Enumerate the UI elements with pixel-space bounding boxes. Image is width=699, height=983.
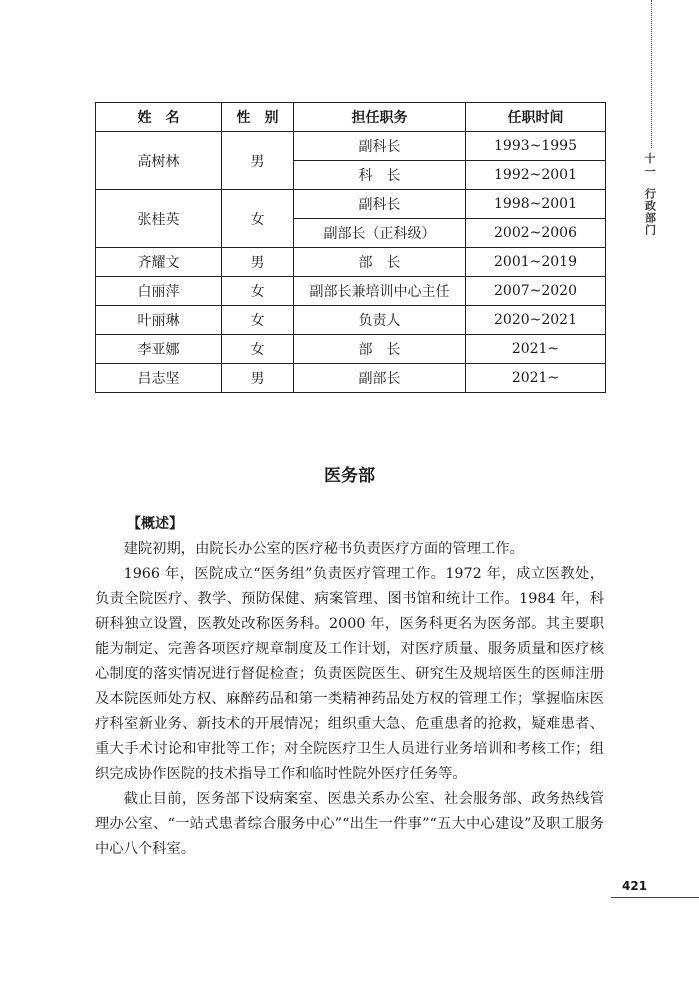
position-cell: 副科长 bbox=[294, 190, 466, 219]
table-row bbox=[96, 335, 606, 364]
name-cell: 李亚娜 bbox=[96, 335, 222, 364]
table-row bbox=[96, 277, 606, 306]
staff-table bbox=[95, 102, 606, 393]
name-cell: 吕志坚 bbox=[96, 364, 222, 393]
side-dotted-line bbox=[651, 0, 652, 148]
position-cell: 部 长 bbox=[294, 248, 466, 277]
paragraph: 建院初期，由院长办公室的医疗秘书负责医疗方面的管理工作。 bbox=[123, 541, 524, 557]
table-row bbox=[96, 306, 606, 335]
position-cell: 副科长 bbox=[294, 132, 466, 161]
term-cell: 1992~2001 bbox=[466, 161, 606, 190]
column-header: 性 别 bbox=[222, 103, 294, 132]
position-cell: 负责人 bbox=[294, 306, 466, 335]
gender-cell: 女 bbox=[222, 277, 294, 306]
table-row bbox=[96, 364, 606, 393]
gender-cell: 女 bbox=[222, 190, 294, 248]
position-cell: 副部长兼培训中心主任 bbox=[294, 277, 466, 306]
position-cell: 科 长 bbox=[294, 161, 466, 190]
section-title: 医务部 bbox=[324, 466, 375, 486]
position-cell: 副部长 bbox=[294, 364, 466, 393]
overview-body bbox=[95, 537, 604, 862]
overview-heading: 【概述】 bbox=[127, 516, 183, 532]
name-cell: 白丽萍 bbox=[96, 277, 222, 306]
chapter-number: 十一 bbox=[644, 152, 656, 178]
position-cell: 副部长（正科级） bbox=[294, 219, 466, 248]
name-cell: 张桂英 bbox=[96, 190, 222, 248]
name-cell: 高树林 bbox=[96, 132, 222, 190]
term-cell: 2001~2019 bbox=[466, 248, 606, 277]
gender-cell: 男 bbox=[222, 132, 294, 190]
term-cell: 2020~2021 bbox=[466, 306, 606, 335]
name-cell: 叶丽琳 bbox=[96, 306, 222, 335]
table-header-row bbox=[96, 103, 606, 132]
name-cell: 齐耀文 bbox=[96, 248, 222, 277]
gender-cell: 男 bbox=[222, 364, 294, 393]
side-tab bbox=[643, 152, 657, 236]
column-header: 任职时间 bbox=[466, 103, 606, 132]
paragraph: 1966 年，医院成立“医务组”负责医疗管理工作。1972 年，成立医教处，负责全院医疗、教学、预防保健、病案管理、图书馆和统计工作。1984 年，科研科独立设置，医教处改称医务科。2000 年，医务科更名为医务部。其主要职能为制定、完善各项医疗规章制度及工作计划，对医疗质量、服务质量和医疗核心制度的落实情况进行督促检查；负责医院医生、研究生及规培医生的医师注册及本院医师处方权、麻醉药品和第一类精神药品处方权的管理工作；掌握临床医疗科室新业务、新技术的开展情况；组织重大急、危重患者的抢救，疑难患者、重大手术讨论和审批等工作；对全院医疗卫生人员进行业务培训和考核工作；组织完成协作医院的技术指导工作和临时性院外医疗任务等。 bbox=[95, 566, 604, 782]
table-row bbox=[96, 132, 606, 161]
term-cell: 2007~2020 bbox=[466, 277, 606, 306]
table-row bbox=[96, 190, 606, 219]
chapter-label: 行政部门 bbox=[643, 188, 657, 236]
gender-cell: 女 bbox=[222, 306, 294, 335]
gender-cell: 男 bbox=[222, 248, 294, 277]
term-cell: 2002~2006 bbox=[466, 219, 606, 248]
gender-cell: 女 bbox=[222, 335, 294, 364]
position-cell: 部 长 bbox=[294, 335, 466, 364]
page-number-rule bbox=[611, 897, 699, 898]
table-row bbox=[96, 248, 606, 277]
paragraph: 截止目前，医务部下设病案室、医患关系办公室、社会服务部、政务热线管理办公室、“一站式患者综合服务中心”“出生一件事”“五大中心建设”及职工服务中心八个科室。 bbox=[95, 791, 604, 857]
column-header: 担任职务 bbox=[294, 103, 466, 132]
term-cell: 2021~ bbox=[466, 364, 606, 393]
page-number: 421 bbox=[622, 879, 648, 893]
column-header: 姓 名 bbox=[96, 103, 222, 132]
term-cell: 1998~2001 bbox=[466, 190, 606, 219]
term-cell: 2021~ bbox=[466, 335, 606, 364]
term-cell: 1993~1995 bbox=[466, 132, 606, 161]
